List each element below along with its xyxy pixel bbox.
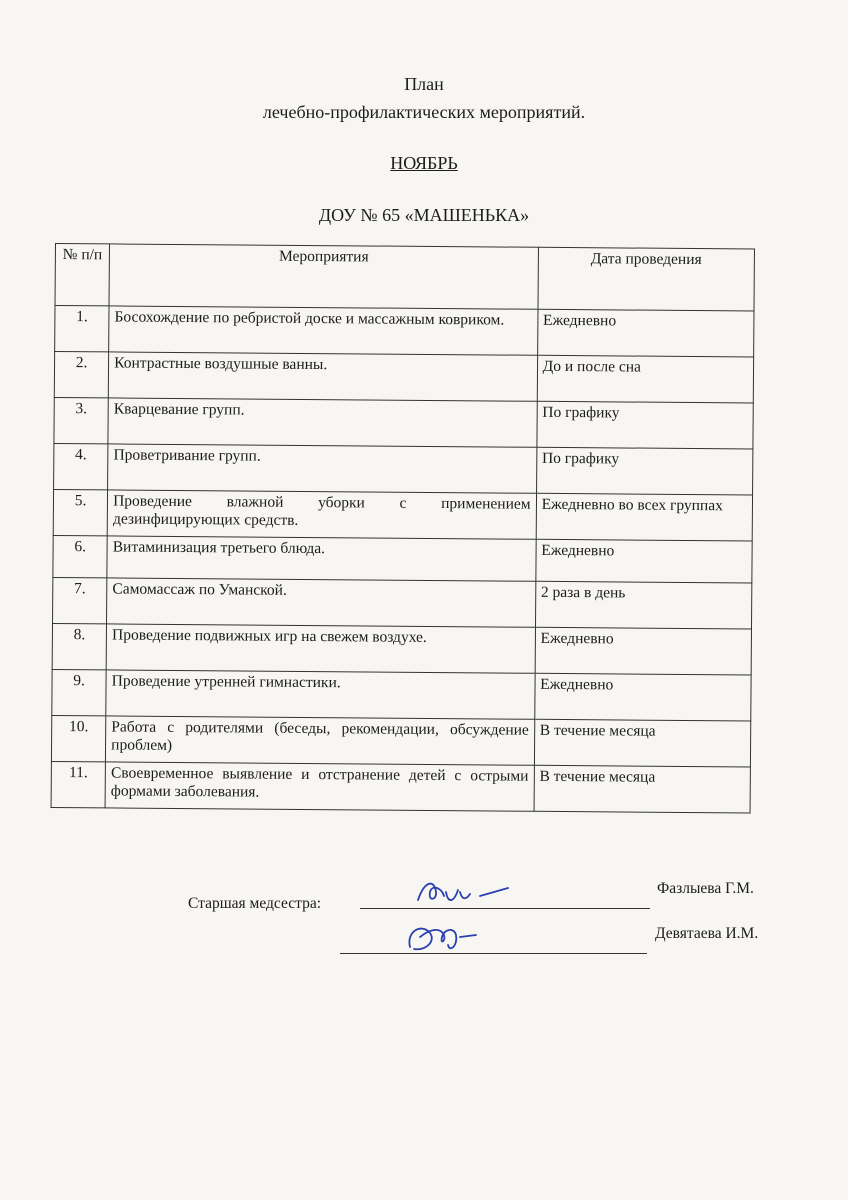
row-num: 8. [52, 623, 107, 669]
row-date: Ежедневно [536, 539, 753, 583]
month-heading: НОЯБРЬ [390, 153, 458, 173]
row-date: До и после сна [537, 355, 754, 403]
row-activity: Проведение влажной уборки с применением дезинфицирующих средств. [107, 490, 536, 539]
row-num: 1. [55, 306, 110, 352]
table-row [53, 577, 752, 628]
row-activity: Проведение подвижных игр на свежем воздухе. [106, 624, 535, 673]
row-num: 11. [51, 761, 106, 807]
institution-name: ДОУ № 65 «МАШЕНЬКА» [318, 205, 530, 225]
row-num: 2. [54, 352, 109, 398]
signature-name-2: Девятаева И.М. [655, 925, 759, 942]
table-row [52, 669, 751, 720]
row-num: 5. [53, 489, 108, 535]
table-row [51, 761, 750, 812]
handwritten-signature-2 [400, 915, 490, 957]
row-num: 7. [53, 577, 108, 623]
signature-role: Старшая медсестра: [188, 895, 322, 912]
signature-line-2 [340, 953, 647, 954]
handwritten-signature-1 [410, 870, 520, 910]
row-date: Ежедневно [537, 309, 754, 357]
signature-name-1: Фазлыева Г.М. [657, 880, 754, 897]
table-row [51, 715, 750, 766]
doc-title-line1: План [404, 74, 444, 94]
col-header-date: Дата проведения [538, 247, 755, 311]
activities-table [51, 243, 755, 813]
row-num: 3. [54, 397, 109, 443]
row-activity: Босохождение по ребристой доске и массажным ковриком. [109, 306, 538, 355]
table-row [54, 397, 753, 448]
table-row [53, 489, 752, 540]
col-header-activity: Мероприятия [109, 244, 538, 309]
table-row [52, 623, 751, 674]
row-num: 6. [53, 535, 107, 577]
row-activity: Проведение утренней гимнастики. [106, 670, 535, 719]
row-date: Ежедневно [534, 673, 751, 721]
row-activity: Работа с родителями (беседы, рекомендации, обсуждение проблем) [106, 716, 535, 765]
row-activity: Проветривание групп. [108, 444, 537, 493]
row-date: Ежедневно во всех группах [536, 493, 753, 541]
table-row [54, 443, 753, 494]
row-activity: Кварцевание групп. [108, 398, 537, 447]
table-header-row [55, 244, 754, 311]
row-activity: Самомассаж по Уманской. [107, 578, 536, 627]
row-activity: Своевременное выявление и отстранение детей с острыми формами заболевания. [105, 762, 534, 811]
row-date: В течение месяца [534, 765, 751, 813]
table-row [53, 535, 752, 582]
doc-title-line2: лечебно-профилактических мероприятий. [262, 102, 586, 122]
row-num: 9. [52, 669, 107, 715]
row-activity: Витаминизация третьего блюда. [107, 536, 536, 581]
table-row [55, 306, 754, 357]
row-activity: Контрастные воздушные ванны. [108, 352, 537, 401]
row-date: По графику [537, 401, 754, 449]
row-date: 2 раза в день [535, 581, 752, 629]
row-date: Ежедневно [535, 627, 752, 675]
col-header-num: № п/п [55, 244, 110, 306]
table-row [54, 352, 753, 403]
row-num: 4. [54, 443, 109, 489]
row-num: 10. [51, 715, 106, 761]
row-date: В течение месяца [534, 719, 751, 767]
row-date: По графику [536, 447, 753, 495]
